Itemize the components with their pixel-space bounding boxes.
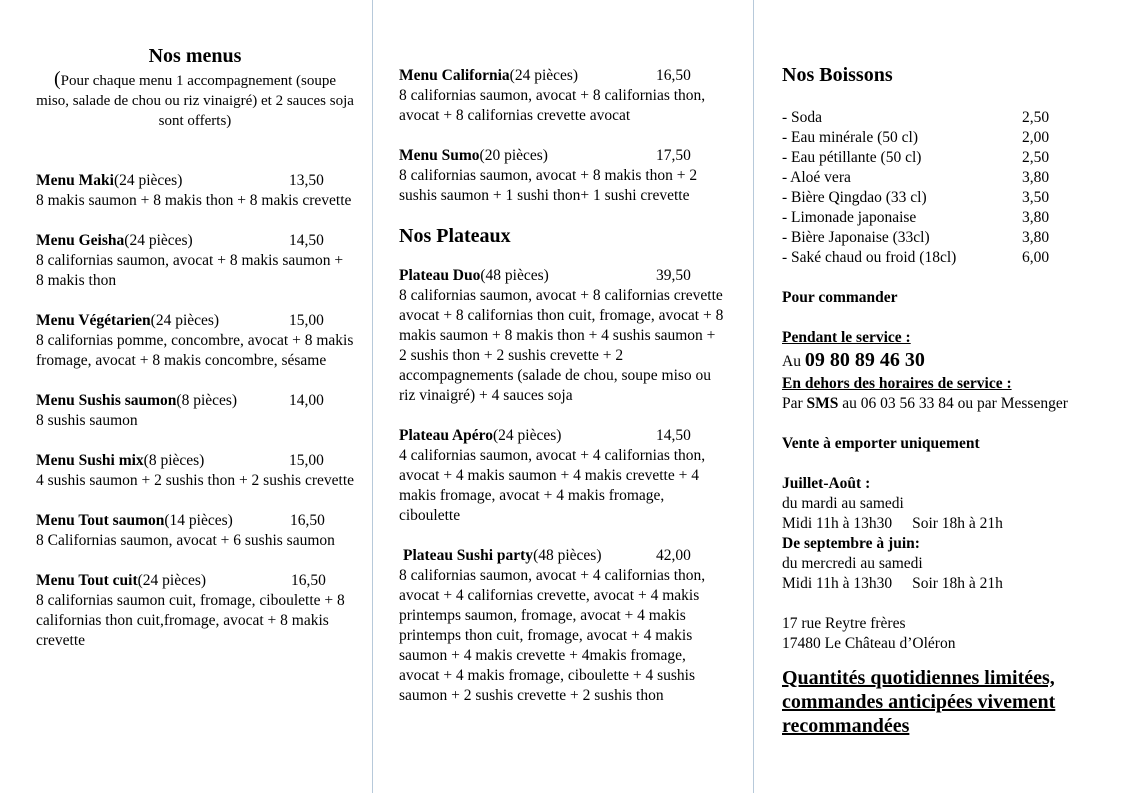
notice-text: Quantités quotidiennes limitées, commandes anticipées vivement recommandées (782, 667, 1056, 737)
plateau-item: Plateau Duo (48 pièces) 39,50 8 californias saumon, avocat + 8 californias crevette avocat + 8 californias thon cuit, fromage, avocat + 8 makis saumon + 8 makis thon + 4 sushis saumon + 2 sushis thon + 2 sushis crevette + 2 accompagnements (salade de chou, soupe miso ou riz vinaigré) + 4 sauces soja (399, 267, 724, 404)
hors-service-label: En dehors des horaires de service : (782, 375, 1012, 392)
commander-title: Pour commander (782, 289, 898, 306)
summer-days: du mardi au samedi (782, 495, 904, 512)
menu-item: Menu Sushis saumon (8 pièces) 14,00 8 sushis saumon (36, 391, 354, 431)
menu-price: 15,00 (289, 452, 324, 469)
plateau-desc: 8 californias saumon, avocat + 8 californias crevette avocat + 8 californias thon cuit, fromage, avocat + 8 makis saumon + 8 makis thon + 4 sushis saumon + 2 sushis thon + 2 sushis crevette + 2 accompagnements (salade de chou, soupe miso ou riz vinaigré) + 4 sauces soja (399, 287, 724, 404)
drink-item: - Eau minérale (50 cl) 2,00 (782, 129, 1050, 146)
address-line-1: 17 rue Reytre frères (782, 615, 906, 632)
menu-price: 16,50 (291, 572, 326, 589)
menu-price: 17,50 (656, 147, 691, 164)
boissons-title: Nos Boissons (782, 64, 893, 86)
summer-hours: Midi 11h à 13h30 Soir 18h à 21h (782, 515, 1003, 532)
plateau-item: Plateau Apéro (24 pièces) 14,50 4 californias saumon, avocat + 4 californias thon, avocat + 4 makis saumon + 4 makis crevette + 4 makis fromage, avocat + 4 makis fromage, ciboulette (399, 426, 725, 526)
menu-price: 16,50 (290, 512, 325, 529)
plateau-desc: 8 californias saumon, avocat + 4 californias thon, avocat + 4 californias crevette, avocat + 4 makis printemps saumon, fromage, avocat + 4 makis printemps thon cuit, fromage, avocat + 4 makis saumon + 4 makis crevette + 4makis fromage, avocat + 4 makis fromage, ciboulette + 4 sushis saumon + 2 sushis crevette + 2 sushis thon (399, 567, 706, 704)
drink-price: 6,00 (1022, 249, 1050, 266)
menu-item: Menu Geisha (24 pièces) 14,50 8 californias saumon, avocat + 8 makis saumon + 8 makis thon (36, 231, 354, 291)
plateau-item: Plateau Sushi party (48 pièces) 42,00 8 californias saumon, avocat + 4 californias thon, avocat + 4 californias crevette, avocat + 4 makis printemps saumon, fromage, avocat + 4 makis printemps thon cuit, fromage, avocat + 4 makis saumon + 4 makis crevette + 4makis fromage, avocat + 4 makis fromage, ciboulette + 4 sushis saumon + 2 sushis crevette + 2 sushis thon (399, 546, 725, 706)
menu-desc: 8 Californias saumon, avocat + 6 sushis saumon (36, 532, 335, 549)
drink-item: - Aloé vera 3,80 (782, 169, 1050, 186)
drink-price: 2,50 (1022, 109, 1050, 126)
rest-hours: Midi 11h à 13h30 Soir 18h à 21h (782, 575, 1003, 592)
drink-price: 3,80 (1022, 169, 1050, 186)
menu-price: 13,50 (289, 172, 324, 189)
phone-number: 09 80 89 46 30 (804, 349, 925, 371)
column-divider-2 (753, 0, 754, 793)
menu-item: Menu California (24 pièces) 16,50 8 californias saumon, avocat + 8 californias thon, avocat + 8 californias crevette avocat (399, 66, 725, 126)
menu-desc: 8 californias saumon, avocat + 8 makis thon + 2 sushis saumon + 1 sushi thon+ 1 sushi crevette (399, 167, 698, 204)
menu-desc: 8 californias saumon, avocat + 8 californias thon, avocat + 8 californias crevette avocat (399, 87, 706, 124)
menu-desc: 8 sushis saumon (36, 412, 138, 429)
column-divider-1 (372, 0, 373, 793)
drink-price: 3,80 (1022, 229, 1050, 246)
menu-price: 14,50 (289, 232, 324, 249)
menu-desc: 4 sushis saumon + 2 sushis thon + 2 sushis crevette (36, 472, 355, 489)
plateau-price: 14,50 (656, 427, 691, 444)
menu-item: Menu Tout cuit (24 pièces) 16,50 8 californias saumon cuit, fromage, ciboulette + 8 californias thon cuit,fromage, avocat + 8 makis crevette (36, 571, 354, 651)
column-menus-plateaux (399, 66, 725, 706)
menu-item: Menu Maki (24 pièces) 13,50 8 makis saumon + 8 makis thon + 8 makis crevette (36, 171, 354, 211)
plateau-price: 39,50 (656, 267, 691, 284)
menu-desc: 8 californias pomme, concombre, avocat + 8 makis fromage, avocat + 8 makis concombre, sésame (36, 332, 354, 369)
address-line-2: 17480 Le Château d’Oléron (782, 635, 956, 652)
menus-title: Nos menus (148, 45, 242, 67)
drink-item: - Limonade japonaise 3,80 (782, 209, 1050, 226)
menu-desc: 8 californias saumon cuit, fromage, ciboulette + 8 californias thon cuit,fromage, avocat + 8 makis crevette (36, 592, 345, 649)
menu-price: 14,00 (289, 392, 324, 409)
drink-price: 3,50 (1022, 189, 1050, 206)
plateaux-title: Nos Plateaux (399, 225, 511, 247)
drink-item: - Eau pétillante (50 cl) 2,50 (782, 149, 1050, 166)
rest-days: du mercredi au samedi (782, 555, 923, 572)
menu-desc: 8 californias saumon, avocat + 8 makis saumon + 8 makis thon (36, 252, 344, 289)
drink-item: - Soda 2,50 (782, 109, 1050, 126)
drink-price: 2,00 (1022, 129, 1050, 146)
menu-item: Menu Tout saumon (14 pièces) 16,50 8 Californias saumon, avocat + 6 sushis saumon (36, 511, 354, 551)
menu-item: Menu Sushi mix (8 pièces) 15,00 4 sushis saumon + 2 sushis thon + 2 sushis crevette (36, 452, 355, 489)
column-boissons-infos (782, 62, 1112, 738)
drink-item: - Bière Japonaise (33cl) 3,80 (782, 229, 1050, 246)
menu-price: 15,00 (289, 312, 324, 329)
menu-item: Menu Végétarien (24 pièces) 15,00 8 californias pomme, concombre, avocat + 8 makis fromage, avocat + 8 makis concombre, sésame (36, 312, 354, 369)
menus-subtitle: (Pour chaque menu 1 accompagnement (soupe miso, salade de chou ou riz vinaigré) et 2 sauces soja sont offerts) (36, 68, 354, 129)
menu-item: Menu Sumo (20 pièces) 17,50 8 californias saumon, avocat + 8 makis thon + 2 sushis saumon + 1 sushi thon+ 1 sushi crevette (399, 146, 725, 206)
menu-desc: 8 makis saumon + 8 makis thon + 8 makis crevette (36, 192, 352, 209)
phone-line: Au 09 80 89 46 30 (782, 349, 925, 371)
drink-item: - Saké chaud ou froid (18cl) 6,00 (782, 249, 1050, 266)
menu-price: 16,50 (656, 67, 691, 84)
service-label: Pendant le service : (782, 329, 911, 346)
drink-item: - Bière Qingdao (33 cl) 3,50 (782, 189, 1050, 206)
drink-price: 2,50 (1022, 149, 1050, 166)
rest-label: De septembre à juin: (782, 535, 920, 552)
column-menus (36, 43, 354, 651)
emporter-text: Vente à emporter uniquement (782, 435, 980, 452)
plateau-price: 42,00 (656, 547, 691, 564)
plateau-desc: 4 californias saumon, avocat + 4 californias thon, avocat + 4 makis saumon + 4 makis crevette + 4 makis fromage, avocat + 4 makis fromage, ciboulette (399, 447, 706, 524)
summer-label: Juillet-Août : (782, 475, 871, 492)
sms-line: Par SMS au 06 03 56 33 84 ou par Messenger (782, 395, 1068, 412)
drink-price: 3,80 (1022, 209, 1050, 226)
